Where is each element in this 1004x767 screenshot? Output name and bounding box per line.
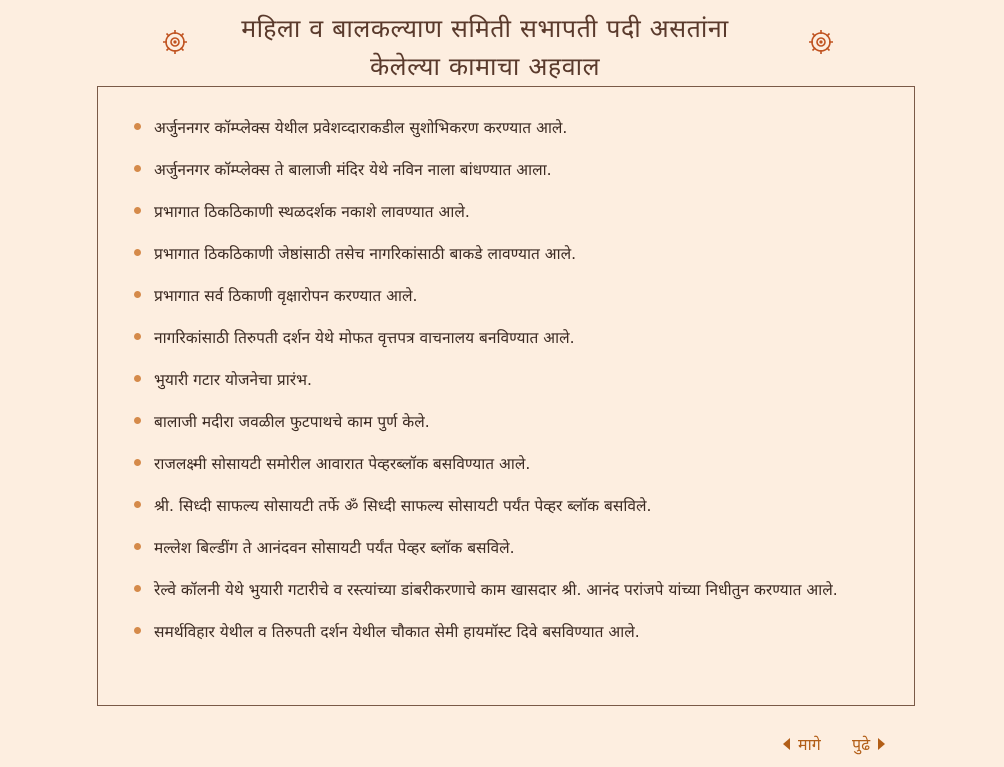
list-item-text: समर्थविहार येथील व तिरुपती दर्शन येथील चौकात सेमी हायमॉस्ट दिवे बसविण्यात आले. [154, 623, 640, 641]
list-item [98, 443, 894, 485]
bullet-icon [134, 291, 141, 298]
list-item [98, 275, 894, 317]
list-item [98, 527, 894, 569]
flower-ornament-icon [807, 28, 835, 56]
list-item-text: अर्जुननगर कॉम्प्लेक्स ते बालाजी मंदिर येथे नविन नाला बांधण्यात आला. [154, 161, 552, 179]
list-item [98, 611, 894, 653]
flower-ornament-icon [161, 28, 189, 56]
bullet-icon [134, 585, 141, 592]
next-page-link[interactable] [852, 730, 885, 758]
caret-right-icon [878, 738, 885, 750]
bullet-icon [134, 249, 141, 256]
page-header [0, 6, 1004, 86]
page-title [200, 10, 770, 86]
list-item-text: प्रभागात ठिकठिकाणी जेष्ठांसाठी तसेच नागरिकांसाठी बाकडे लावण्यात आले. [154, 245, 577, 263]
next-page-label: पुढे [852, 735, 871, 754]
list-item-text: नागरिकांसाठी तिरुपती दर्शन येथे मोफत वृत्तपत्र वाचनालय बनविण्यात आले. [154, 329, 575, 347]
bullet-icon [134, 459, 141, 466]
bullet-icon [134, 333, 141, 340]
list-item-text: बालाजी मदीरा जवळील फुटपाथचे काम पुर्ण केले. [154, 413, 430, 431]
list-item [98, 149, 894, 191]
list-item-text: रेल्वे कॉलनी येथे भुयारी गटारीचे व रस्त्यांच्या डांबरीकरणाचे काम खासदार श्री. आनंद परांजपे यांच्या निधीतुन करण्यात आले. [154, 581, 838, 599]
list-item [98, 107, 894, 149]
bullet-icon [134, 207, 141, 214]
list-item-text: श्री. सिध्दी साफल्य सोसायटी तर्फे ॐ सिध्दी साफल्य सोसायटी पर्यंत पेव्हर ब्लॉक बसविले. [154, 497, 652, 515]
list-item [98, 359, 894, 401]
list-item [98, 191, 894, 233]
list-item-text: मल्लेश बिल्डींग ते आनंदवन सोसायटी पर्यंत पेव्हर ब्लॉक बसविले. [154, 539, 515, 557]
bullet-icon [134, 165, 141, 172]
list-item-text: अर्जुननगर कॉम्प्लेक्स येथील प्रवेशव्दाराकडील सुशोभिकरण करण्यात आले. [154, 119, 568, 137]
list-item-text: राजलक्ष्मी सोसायटी समोरील आवारात पेव्हरब्लॉक बसविण्यात आले. [154, 455, 531, 473]
bullet-icon [134, 543, 141, 550]
list-item [98, 569, 894, 611]
list-item [98, 401, 894, 443]
bullet-icon [134, 123, 141, 130]
work-report-panel [97, 86, 915, 706]
page-title-line-1: महिला व बालकल्याण समिती सभापती पदी असतांना [241, 14, 729, 43]
bullet-icon [134, 627, 141, 634]
bullet-icon [134, 417, 141, 424]
work-list [98, 107, 894, 653]
previous-page-label: मागे [798, 735, 821, 754]
list-item-text: प्रभागात ठिकठिकाणी स्थळदर्शक नकाशे लावण्यात आले. [154, 203, 470, 221]
list-item [98, 317, 894, 359]
list-item [98, 233, 894, 275]
list-item-text: प्रभागात सर्व ठिकाणी वृक्षारोपन करण्यात आले. [154, 287, 418, 305]
bullet-icon [134, 501, 141, 508]
list-item [98, 485, 894, 527]
caret-left-icon [783, 738, 790, 750]
list-item-text: भुयारी गटार योजनेचा प्रारंभ. [154, 371, 312, 389]
bullet-icon [134, 375, 141, 382]
previous-page-link[interactable] [783, 730, 821, 758]
page-title-line-2: केलेल्या कामाचा अहवाल [369, 52, 601, 81]
